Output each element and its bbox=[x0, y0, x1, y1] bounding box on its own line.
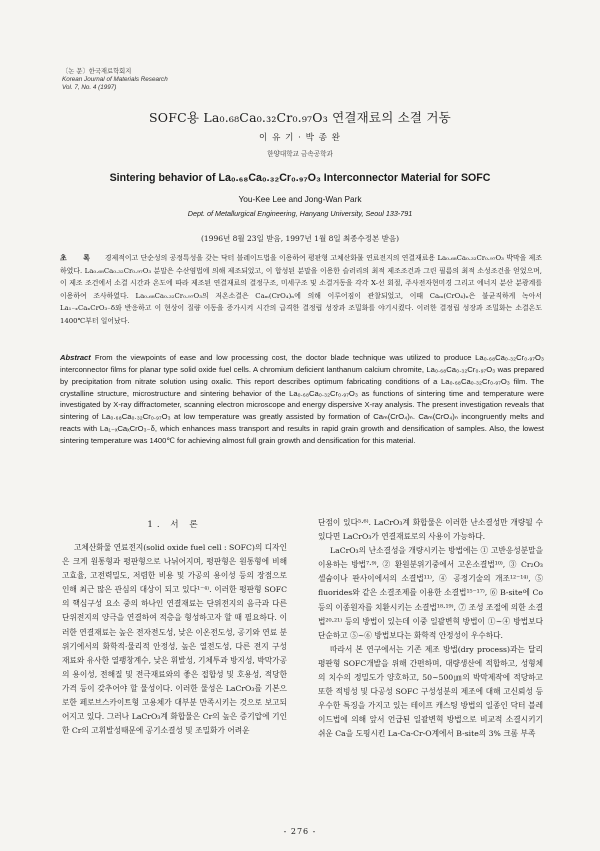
received-dates: (1996년 8월 23일 받음, 1997년 1월 8일 최종수정본 받음) bbox=[200, 234, 399, 243]
abstract-en bbox=[60, 352, 544, 447]
abstract-en-text: From the viewpoints of ease and low processing cost, the doctor blade technique was utilized to produce La₀.₆₈Ca₀.₃₂Cr₀.₉₇O₃ interconnector films for planar type solid oxide fuel cells. A chromium deficient lanthanum calcium chromite, La₀.₆₈Ca₀.₃₂Cr₀.₉₇O₃ was prepared by precipitation from nitrate solution using oxalic. This report describes optimum fabricating conditions of a La₀.₆₈Ca₀.₃₂Cr₀.₉₇O₃ film. The crystalline structure, microstructure and sintering behavior of the La₀.₆₈Ca₀.₃₂Cr₀.₉₇O₃ as functions of sintering time and temperature were investigated by X-ray diffractometer, scanning electron microscope and energy dispersive X-ray analysis. The present investigation reveals that sintering of La₀.₆₈Ca₀.₃₂Cr₀.₉₇O₃ at low temperature was greatly assisted by formation of Caₘ(CrO₄)ₙ. Caₘ(CrO₄)ₙ incongruently melts and reacts with La₁₋ₓCaₓCrO₃₋δ, which enhances mass transport and results in rapid grain growth and densification of samples. Also, the lowest sintering temperature was 1400℃ for achieving almost full grain growth and densification for this material. bbox=[60, 353, 544, 445]
abstract-ko-text: 경제적이고 단순성의 공정특성을 갖는 닥터 블레이드법을 이용하여 평판형 고체산화물 연료전지의 연결재료용 La₀.₆₈Ca₀.₃₂Cr₀.₉₇O₃ 박막을 제조하였다. La₀.₆₈Ca₀.₃₂Cr₀.₉₇O₃ 분말은 수산염법에 의해 제조되었고, 이 합성된 분말을 이용한 슬러리의 최적 제조조건과 그린 필름의 최적 소성조건을 얻었으며, 이 제조 조건에서 소결 시간과 온도에 따라 제조된 연결재료의 결정구조, 미세구조 및 소결거동을 각각 X-선 회절, 주사전자현미경 그리고 에너지 분산 분광계를 이용하여 조사하였다. La₀.₆₈Ca₀.₃₂Cr₀.₉₇O₃의 저온소결은 Caₘ(CrO₄)ₙ에 의해 이루어짐이 관찰되었고, 이때 Caₘ(CrO₄)ₙ은 불균직하게 녹아서 La₁₋ₓCaₓCrO₃₋δ와 반응하고 이 현상이 질량 이동을 증가시켜 시간의 급격한 결정립 성장과 조밀화를 야기시켰다. 이러한 결정립 성장과 조밀화는 소결온도 1400℃부터 일어났다. bbox=[60, 254, 542, 325]
paragraph: 따라서 본 연구에서는 기존 제조 방법(dry process)과는 달리 평판형 SOFC개발을 위해 간편하며, 대량생산에 적합하고, 성형체의 치수의 정밀도가 양호하고, 50~500㎛의 박막제작에 적당하고 또한 적빙성 및 다공성 SOFC 구성성분의 제조에 대해 고신뢰성 등 우수한 특징을 가지고 있는 테이프 캐스팅 방법의 일종인 닥터 블레이드법에 의해 앞서 언급된 일괄변혁 방법으로 비교적 소결시키기 쉬운 Ca을 도핑시킨 La-Ca-Cr-O계에서 B-site의 3% 크롬 부족 bbox=[318, 644, 543, 739]
paragraph: 고체산화물 연료전지(solid oxide fuel cell : SOFC)의 디자인은 크게 원통형과 평판형으로 나뉘어지며, 평판형은 원통형에 비해 고효율, 고전력밀도, 저렴한 비용 및 가공의 용이성 등의 장점으로 인해 최근 많은 관심의 대상이 되고 있다¹⁻⁴⁾. 이러한 평판형 SOFC의 핵심구성 요소 중의 하나인 연결재료는 단위전지의 음극과 다른 단위전지의 양극을 연결하여 적층을 형성하고자 할 때 필요하다. 이러한 연결재료는 높은 전자전도성, 낮은 이온전도성, 공기와 연료 분위기에서의 화학적·물리적 안정성, 높은 열전도성, 다른 전지 구성 재료와 유사한 열팽창계수, 낮은 휘발성, 기체투과 방지성, 박막가공의 용이성, 전해질 및 전극재료와의 좋은 접합성 및 호용성, 적당한 가격 등이 갖추어야 할 물성이다. 이러한 물성은 LaCrO₃를 기본으로한 페로브스카이트형 고용체가 대부분 만족시키는 것으로 보고되어지고 있다. 그러나 LaCrO₃계 화합물은 Cr의 높은 증기압에 기인한 Cr의 고휘발성때문에 공기소결성 및 조밀화가 어려운 bbox=[62, 543, 287, 736]
journal-volume: Vol. 7, No. 4 (1997) bbox=[62, 84, 117, 91]
journal-name-en: Korean Journal of Materials Research bbox=[62, 76, 168, 83]
authors-ko: 이 유 기 · 박 종 완 bbox=[259, 133, 341, 143]
page-number: - 276 - bbox=[283, 827, 317, 836]
affiliation-ko: 한양대학교 금속공학과 bbox=[267, 150, 333, 158]
body-columns bbox=[0, 516, 600, 816]
paper-title-ko: SOFC용 La₀.₆₈Ca₀.₃₂Cr₀.₉₇O₃ 연결재료의 소결 거동 bbox=[149, 110, 451, 125]
abstract-en-label: Abstract bbox=[60, 353, 91, 362]
authors-en: You-Kee Lee and Jong-Wan Park bbox=[238, 194, 362, 204]
body-column-right bbox=[318, 516, 543, 742]
abstract-ko-label: 초 록 bbox=[60, 254, 97, 262]
section-heading-introduction: 1. 서 론 bbox=[147, 520, 202, 530]
paragraph: LaCrO₃의 난소결성을 개량시키는 방법에는 ① 고반응성분말을 이용하는 방법⁷·⁹⁾, ② 환원분위기중에서 고온소결법¹⁰⁾, ③ Cr₂O₃ 셀슘이나 판사이에서의 소결법¹¹⁾, ④ 공정기술의 개조¹²⁻¹⁴⁾, ⑤ fluorides와 같은 소결조제를 이용한 소결법¹⁵⁻¹⁷⁾, ⑥ B-site에 Co 등의 이종원자를 치환시키는 소결법¹⁸·¹⁹⁾, ⑦ 조성 조절에 의한 소결법²⁰·²¹⁾ 등의 방법이 있는데 이중 일괄변혁 방법이 ①~④ 방법보다 단순하고 ⑤~⑥ 방법보다는 화학적 안정성이 우수하다. bbox=[318, 546, 543, 640]
affiliation-en: Dept. of Metallurgical Engineering, Hanyang University, Seoul 133-791 bbox=[187, 209, 413, 218]
paper-title-en: Sintering behavior of La₀.₆₈Ca₀.₃₂Cr₀.₉₇O₃ Interconnector Material for SOFC bbox=[109, 172, 491, 184]
paragraph: 단점이 있다⁵·⁶⁾. LaCrO₃계 화합물은 이러한 난소결성만 개량될 수 있다면 LaCrO₃가 연결재료로의 사용이 가능하다. bbox=[318, 518, 543, 542]
body-column-left bbox=[62, 541, 287, 738]
journal-name-ko: 〔논 문〕한국재료학회지 bbox=[62, 68, 132, 75]
journal-header bbox=[62, 68, 168, 92]
abstract-ko bbox=[60, 252, 542, 327]
